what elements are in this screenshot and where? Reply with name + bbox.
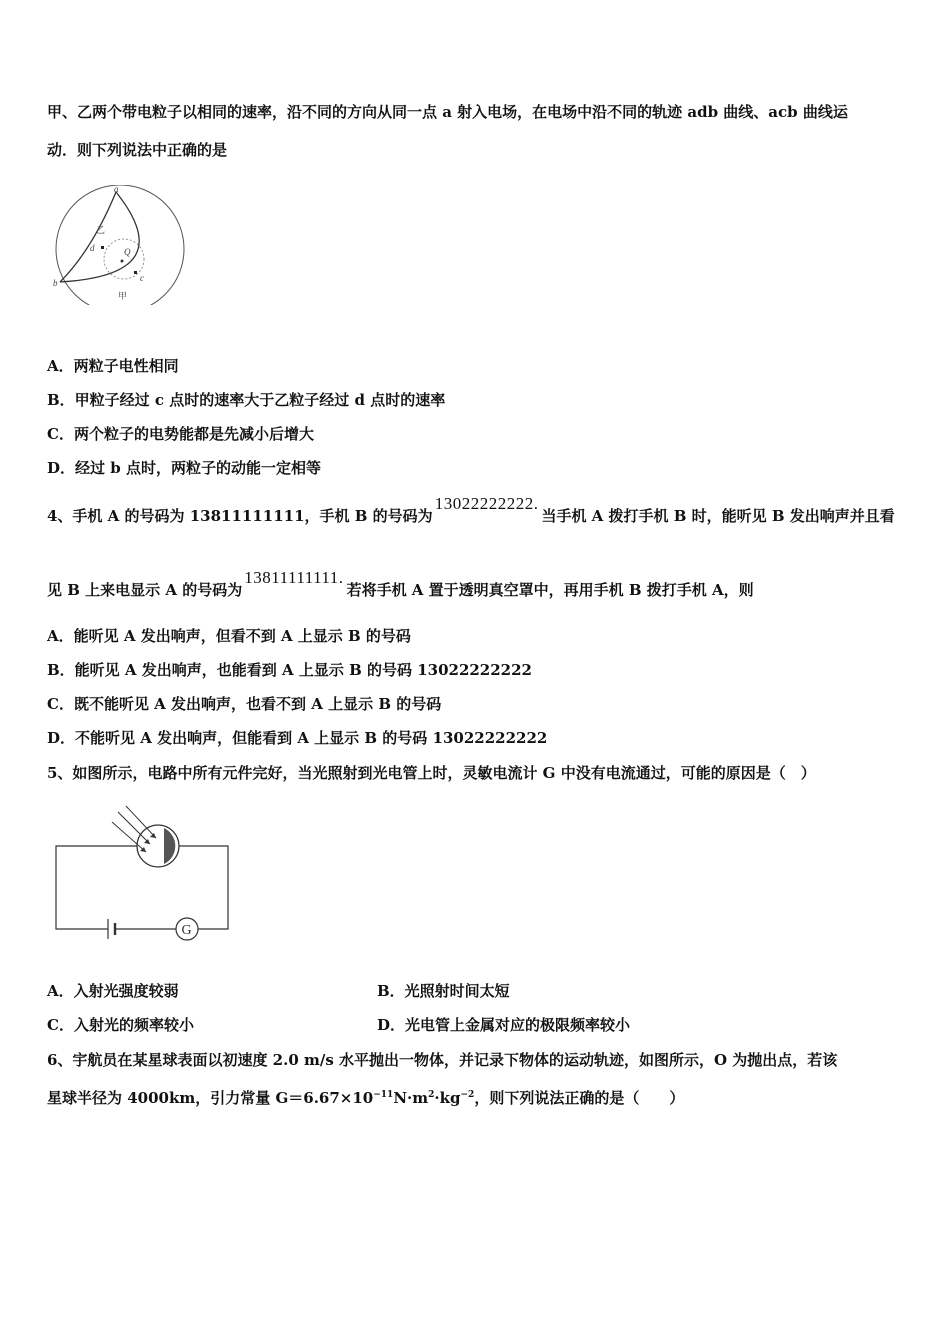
label-yi: 乙: [96, 226, 106, 236]
label-c: c: [140, 273, 144, 283]
q3-option-b: B．甲粒子经过 c 点时的速率大于乙粒子经过 d 点时的速率: [47, 391, 446, 409]
q6-line2-b: N·m: [393, 1089, 429, 1107]
q4-option-b: B．能听见 A 发出响声，也能看到 A 上显示 B 的号码 13022222222: [47, 661, 532, 679]
q6-exp2: 2: [428, 1090, 435, 1100]
point-q: [121, 260, 124, 263]
q5-stem: 5、如图所示，电路中所有元件完好，当光照射到光电管上时，灵敏电流计 G 中没有电流通过，可能的原因是（ ）: [47, 764, 816, 782]
q5-option-d: D．光电管上金属对应的极限频率较小: [377, 1016, 631, 1034]
point-d: [101, 246, 104, 249]
q5-circuit-figure: [52, 800, 237, 950]
q6-exp3: −2: [460, 1090, 475, 1100]
q4-option-a: A．能听见 A 发出响声，但看不到 A 上显示 B 的号码: [47, 627, 411, 645]
q4-option-d: D．不能听见 A 发出响声，但能看到 A 上显示 B 的号码 13022222222: [47, 729, 548, 747]
q5-option-c: C．入射光的频率较小: [47, 1016, 194, 1034]
label-q: Q: [124, 247, 131, 257]
point-c: [134, 271, 137, 274]
q3-option-c: C．两个粒子的电势能都是先减小后增大: [47, 425, 314, 443]
q4-number-a: 13811111111.: [244, 568, 344, 587]
q4-number-b: 13022222222.: [434, 494, 539, 513]
q5-option-b: B．光照射时间太短: [377, 982, 510, 1000]
light-ray-1: [118, 812, 150, 844]
trajectory-adb: [60, 192, 116, 282]
q6-stem-line2: [47, 1088, 684, 1108]
galvanometer-label: G: [181, 923, 192, 938]
q3-stem-line2: 动．则下列说法中正确的是: [47, 141, 228, 159]
q4-stem-line2: [47, 568, 754, 600]
label-d: d: [90, 243, 95, 253]
q6-line2-a: 星球半径为 4000km，引力常量 G＝6.67×10: [47, 1089, 374, 1107]
q6-stem-line1: 6、宇航员在某星球表面以初速度 2.0 m/s 水平抛出一物体，并记录下物体的运动轨迹，如图所示，O 为抛出点，若该: [47, 1051, 838, 1069]
q3-stem-line1: 甲、乙两个带电粒子以相同的速率，沿不同的方向从同一点 a 射入电场，在电场中沿不同的轨迹 adb 曲线、acb 曲线运: [47, 103, 848, 121]
q3-option-d: D．经过 b 点时，两粒子的动能一定相等: [47, 459, 321, 477]
q4-part1: 4、手机 A 的号码为 13811111111，手机 B 的号码为: [47, 507, 433, 525]
label-b: b: [53, 278, 58, 288]
q4-part3: 见 B 上来电显示 A 的号码为: [47, 581, 243, 599]
q3-option-a: A．两粒子电性相同: [47, 357, 179, 375]
outer-circle: [56, 185, 184, 305]
q4-part2: 当手机 A 拨打手机 B 时，能听见 B 发出响声并且看: [541, 507, 895, 525]
q6-exp1: −11: [373, 1090, 394, 1100]
q6-line2-d: ，则下列说法正确的是（ ）: [474, 1089, 685, 1107]
q4-part4: 若将手机 A 置于透明真空罩中，再用手机 B 拨打手机 A，则: [346, 581, 754, 599]
label-a: a: [114, 185, 119, 194]
q4-option-c: C．既不能听见 A 发出响声，也看不到 A 上显示 B 的号码: [47, 695, 442, 713]
q6-line2-c: ·kg: [434, 1089, 461, 1107]
q3-field-figure: [52, 185, 192, 305]
label-jia: 甲: [118, 292, 128, 302]
q4-stem-line1: [47, 494, 895, 526]
q5-option-a: A．入射光强度较弱: [47, 982, 179, 1000]
